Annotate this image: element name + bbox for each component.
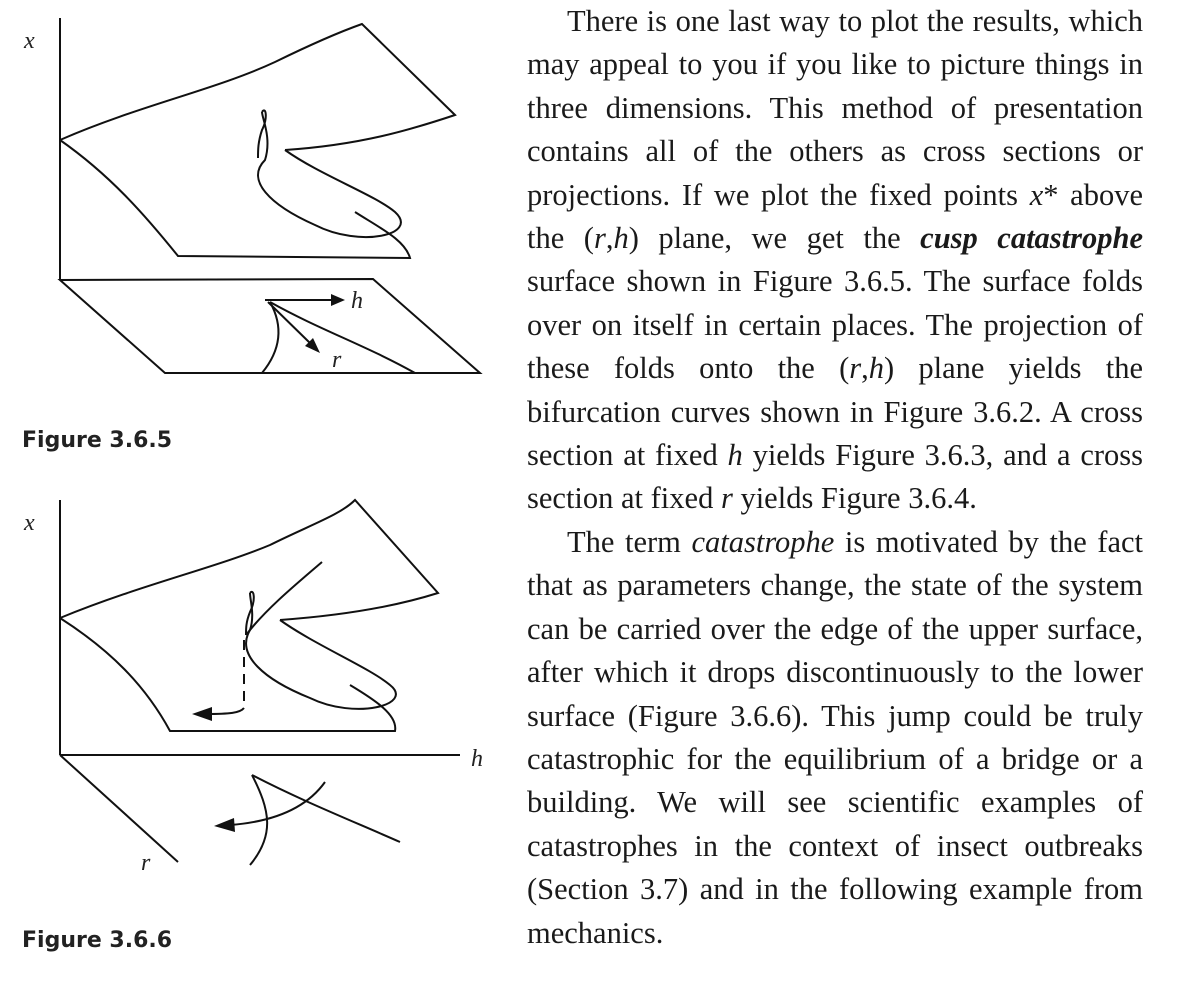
paragraph-cusp-surface bbox=[527, 0, 1143, 521]
axis-label-x: x bbox=[24, 510, 35, 536]
text-run: ) plane yields the bifurcation curves shown in Figure 3.6.2. A cross section at fixed bbox=[527, 351, 1143, 473]
text-run: , bbox=[605, 221, 614, 256]
surface-top-edge bbox=[60, 500, 438, 620]
body-text-column bbox=[527, 0, 1143, 955]
projected-arrow-head bbox=[214, 818, 235, 832]
fold-tip bbox=[258, 110, 266, 158]
cusp-curve-left bbox=[262, 302, 278, 373]
text-run: cusp catastrophe bbox=[920, 221, 1144, 256]
caption-figure-3-6-6: Figure 3.6.6 bbox=[22, 928, 173, 953]
r-axis-line bbox=[60, 755, 178, 862]
text-run: catastrophe bbox=[691, 524, 835, 559]
text-run: ) plane, we get the bbox=[628, 221, 921, 256]
text-run: * above the ( bbox=[527, 177, 1144, 256]
catastrophe-jump-diagram bbox=[0, 490, 510, 890]
text-run: h bbox=[727, 438, 743, 473]
cusp-curve-right bbox=[252, 775, 400, 842]
drop-arrow-head bbox=[192, 707, 212, 721]
paragraph-catastrophe bbox=[527, 521, 1143, 955]
text-run: r bbox=[849, 351, 862, 386]
fold-curve bbox=[258, 112, 401, 237]
base-plane bbox=[60, 279, 480, 373]
text-run: h bbox=[868, 351, 884, 386]
surface-top-edge bbox=[60, 24, 455, 150]
trajectory-curve bbox=[246, 562, 322, 635]
axis-label-h: h bbox=[471, 746, 483, 772]
text-run: r bbox=[720, 481, 733, 516]
text-run: , bbox=[861, 351, 869, 386]
surface-left-lower-edge bbox=[60, 140, 410, 258]
axis-label-x: x bbox=[24, 28, 35, 54]
text-run: The term bbox=[567, 524, 692, 559]
axis-label-r: r bbox=[332, 347, 342, 373]
cusp-curve-right bbox=[270, 302, 415, 373]
text-run: yields Figure 3.6.4. bbox=[732, 481, 977, 516]
text-run: is motivated by the fact that as parameters change, the state of the system can be carried over the edge of the upper surface, after which it drops discontinuously to the lower surface (Figure 3.6.6). This jump could be truly catastrophic for the equilibrium of a bridge or a building. We will see scientific examples of catastrophes in the context of insect outbreaks (Section 3.7) and in the following example from mechanics. bbox=[527, 524, 1144, 950]
cusp-surface-diagram bbox=[0, 0, 500, 400]
text-run: h bbox=[613, 221, 629, 256]
r-arrow-line bbox=[268, 302, 312, 345]
text-run: x bbox=[1029, 177, 1044, 212]
figure-3-6-6 bbox=[0, 490, 510, 890]
axis-label-h: h bbox=[351, 288, 363, 314]
caption-figure-3-6-5: Figure 3.6.5 bbox=[22, 428, 173, 453]
text-run: surface shown in Figure 3.6.5. The surface folds over on itself in certain places. The projection of these folds onto the ( bbox=[527, 264, 1143, 386]
text-run: r bbox=[593, 221, 606, 256]
text-run: yields Figure 3.6.3, and a cross section at fixed bbox=[527, 438, 1143, 516]
figure-3-6-5 bbox=[0, 0, 500, 400]
h-arrow-head bbox=[331, 294, 345, 306]
axis-label-r: r bbox=[141, 850, 151, 876]
text-run: There is one last way to plot the results, which may appeal to you if you like to picture things in three dimensions. This method of presentation contains all of the others as cross sections or projections. If we plot the fixed points bbox=[527, 4, 1143, 212]
